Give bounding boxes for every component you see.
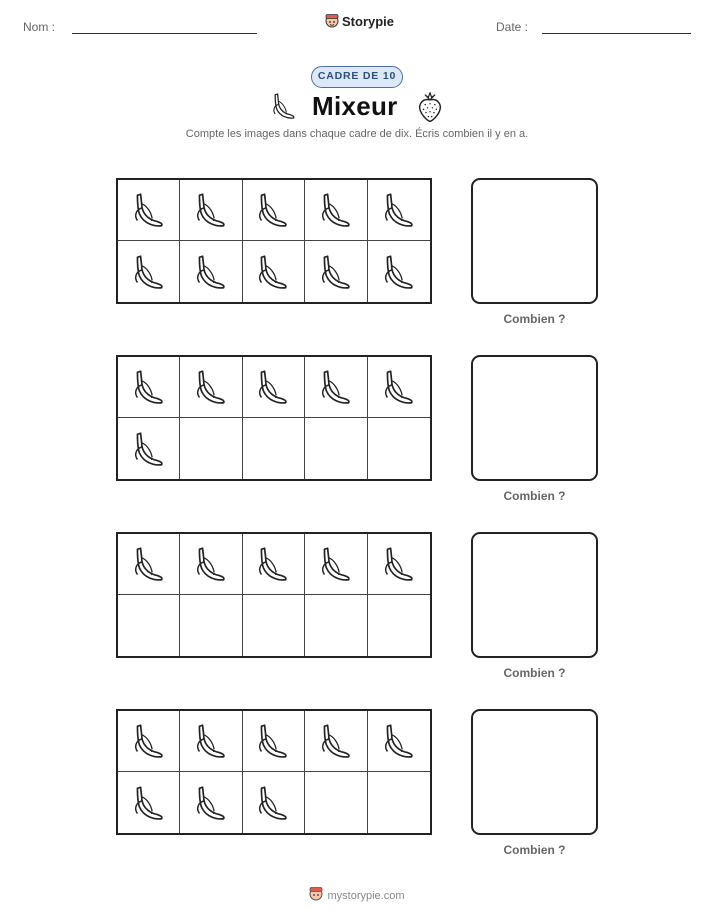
banana-icon	[378, 366, 420, 408]
ten-frame-cell	[118, 418, 180, 479]
ten-frame-cell	[368, 357, 430, 418]
title-row	[0, 90, 714, 126]
banana-icon	[252, 782, 294, 824]
instruction-text: Compte les images dans chaque cadre de dix. Écris combien il y en a.	[185, 128, 529, 140]
footer	[0, 886, 714, 905]
banana-icon	[378, 251, 420, 293]
banana-icon	[315, 366, 357, 408]
strawberry-icon	[414, 90, 446, 129]
answer-box[interactable]	[471, 178, 598, 304]
banana-icon	[378, 543, 420, 585]
answer-label: Combien ?	[503, 489, 566, 503]
footer-url[interactable]: mystorypie.com	[327, 889, 405, 902]
ten-frame-cell	[180, 357, 242, 418]
ten-frame-cell	[243, 180, 305, 241]
answer-box[interactable]	[471, 355, 598, 481]
banana-icon	[315, 189, 357, 231]
ten-frame-cell	[368, 595, 430, 656]
banana-icon	[252, 251, 294, 293]
ten-frame-cell	[118, 241, 180, 302]
ten-frame-cell	[305, 357, 367, 418]
ten-frame-cell	[243, 418, 305, 479]
banana-icon	[128, 543, 170, 585]
banana-icon	[190, 543, 232, 585]
ten-frame-cell	[180, 180, 242, 241]
ten-frame-cell	[118, 357, 180, 418]
ten-frame-cell	[305, 241, 367, 302]
ten-frame-cell	[305, 418, 367, 479]
ten-frame-cell	[180, 595, 242, 656]
ten-frame-cell	[305, 180, 367, 241]
answer-label: Combien ?	[503, 666, 566, 680]
ten-frame-cell	[243, 595, 305, 656]
ten-frame-cell	[368, 241, 430, 302]
banana-icon	[128, 189, 170, 231]
ten-frame-cell	[118, 180, 180, 241]
banana-icon	[252, 543, 294, 585]
banana-icon	[378, 189, 420, 231]
activity-badge: CADRE DE 10	[311, 66, 403, 88]
ten-frame-cell	[368, 180, 430, 241]
ten-frame-cell	[180, 772, 242, 833]
ten-frame-cell	[243, 772, 305, 833]
ten-frame-cell	[305, 595, 367, 656]
name-label: Nom :	[23, 20, 56, 34]
banana-icon	[315, 543, 357, 585]
ten-frame-cell	[368, 711, 430, 772]
answer-box[interactable]	[471, 709, 598, 835]
banana-icon	[190, 720, 232, 762]
storypie-mascot-icon	[309, 886, 323, 905]
ten-frame-cell	[305, 534, 367, 595]
ten-frame-cell	[118, 534, 180, 595]
answer-label: Combien ?	[503, 312, 566, 326]
ten-frame-cell	[118, 772, 180, 833]
banana-icon	[128, 428, 170, 470]
answer-box[interactable]	[471, 532, 598, 658]
ten-frame-cell	[368, 418, 430, 479]
banana-icon	[315, 720, 357, 762]
ten-frame-cell	[368, 772, 430, 833]
banana-icon	[252, 720, 294, 762]
ten-frame-cell	[118, 595, 180, 656]
banana-icon	[128, 251, 170, 293]
banana-icon	[190, 782, 232, 824]
banana-icon	[252, 366, 294, 408]
ten-frame-cell	[243, 534, 305, 595]
storypie-mascot-icon	[325, 13, 339, 29]
ten-frame-cell	[305, 772, 367, 833]
banana-icon	[268, 90, 300, 127]
page-title: Mixeur	[312, 91, 398, 121]
banana-icon	[190, 366, 232, 408]
answer-label: Combien ?	[503, 843, 566, 857]
banana-icon	[190, 251, 232, 293]
banana-icon	[315, 251, 357, 293]
ten-frame-cell	[118, 711, 180, 772]
ten-frame-cell	[180, 241, 242, 302]
ten-frame-cell	[243, 241, 305, 302]
banana-icon	[378, 720, 420, 762]
banana-icon	[190, 189, 232, 231]
date-line[interactable]	[542, 33, 691, 34]
ten-frame-cell	[243, 357, 305, 418]
banana-icon	[128, 366, 170, 408]
logo-text: Storypie	[342, 13, 395, 29]
banana-icon	[128, 782, 170, 824]
ten-frame-cell	[180, 418, 242, 479]
ten-frame-3	[116, 532, 432, 658]
ten-frame-1	[116, 178, 432, 304]
ten-frame-2	[116, 355, 432, 481]
name-line[interactable]	[72, 33, 257, 34]
ten-frame-cell	[243, 711, 305, 772]
banana-icon	[252, 189, 294, 231]
ten-frame-cell	[368, 534, 430, 595]
ten-frame-cell	[180, 711, 242, 772]
storypie-logo	[325, 13, 394, 29]
ten-frame-4	[116, 709, 432, 835]
ten-frame-cell	[180, 534, 242, 595]
date-label: Date :	[496, 20, 529, 34]
banana-icon	[128, 720, 170, 762]
ten-frame-cell	[305, 711, 367, 772]
